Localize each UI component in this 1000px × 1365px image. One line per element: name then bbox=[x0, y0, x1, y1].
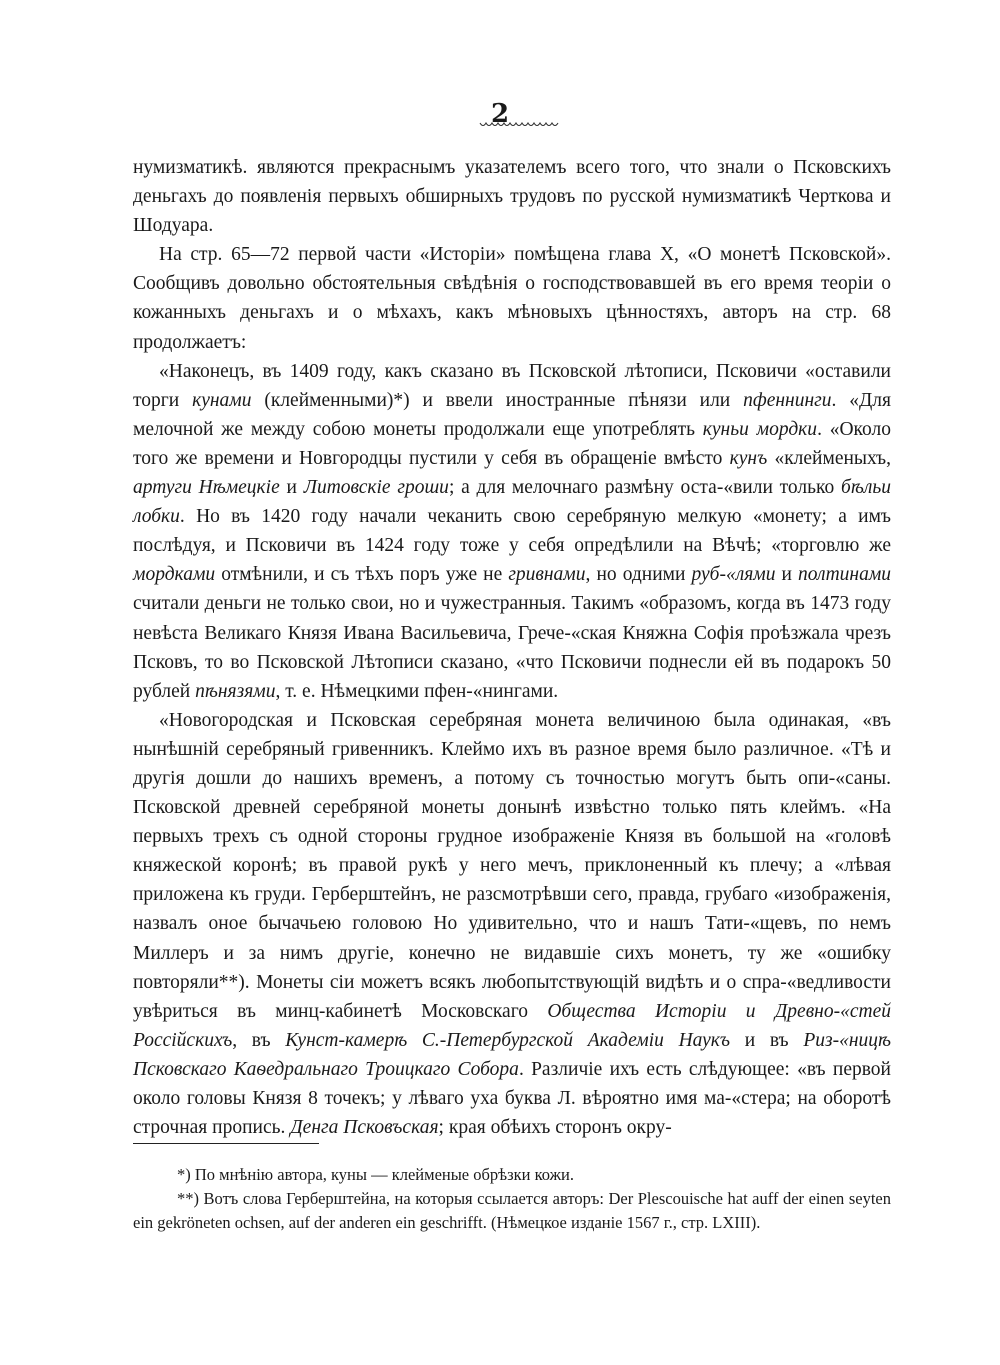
text-run: ; края обѣихъ сторонъ окру- bbox=[438, 1117, 672, 1139]
text-run: ; а для мелочнаго размѣну оста-«вили только bbox=[448, 477, 842, 499]
text-run: , т. е. Нѣмецкими пфен-«нингами. bbox=[275, 680, 559, 702]
text-run: и въ bbox=[730, 1029, 804, 1051]
italic-term: кунъ bbox=[729, 447, 768, 469]
italic-term: Литовскіе гроши bbox=[303, 477, 449, 499]
text-run: . Но въ 1420 году начали чеканить свою серебряную мелкую «монету; а имъ послѣдуя, и Псковичи въ 1424 году тоже у себя опредѣлили на Вѣчѣ; «торговлю же bbox=[133, 506, 891, 557]
footnotes bbox=[133, 1163, 891, 1235]
quoted-paragraph bbox=[133, 706, 891, 1142]
text-run: «Наконецъ, въ 1409 году, какъ сказано въ Псковской лѣтописи, Псковичи «оставили торги bbox=[133, 360, 891, 411]
paragraph bbox=[133, 153, 891, 240]
paragraph bbox=[133, 240, 891, 356]
italic-term: Общества Исторіи и Древно-«стей Россійскихъ bbox=[133, 1000, 891, 1051]
footnote: **) Вотъ слова Герберштейна, на которыя ссылается авторъ: Der Plescouische hat auff der einen seyten ein gekröneten ochsen, auf der anderen ein geschrifft. (Нѣмецкое изданіе 1567 г., стр. LXIII). bbox=[133, 1189, 891, 1232]
text-run: . «Около того же времени и Новгородцы пустили у себя въ обращеніе вмѣсто bbox=[133, 418, 892, 469]
italic-term: полтинами bbox=[798, 564, 892, 586]
italic-term: пѣнязями bbox=[195, 680, 276, 702]
italic-term: руб-«лями bbox=[691, 564, 776, 586]
text-run: и bbox=[775, 564, 799, 586]
text-run: На стр. 65—72 первой части «Исторіи» помѣщена глава X, «О монетѣ Псковской». Сообщивъ довольно обстоятельныя свѣдѣнія о господствовавшей въ его время теоріи о кожанныхъ деньгахъ и о мѣхахъ, какъ мѣновыхъ цѣнностяхъ, авторъ на стр. 68 продолжаетъ: bbox=[133, 244, 891, 353]
italic-term: мордками bbox=[133, 564, 216, 586]
italic-term: гривнами bbox=[508, 564, 586, 586]
body-text bbox=[133, 153, 891, 1142]
italic-term: куньи мордки bbox=[702, 418, 818, 440]
text-run: , въ bbox=[232, 1029, 286, 1051]
italic-term: Кунст-камерѣ С.-Петербургской Академіи Наукъ bbox=[285, 1029, 731, 1051]
text-run: нумизматикѣ. являются прекраснымъ указателемъ всего того, что знали о Псковскихъ деньгахъ до появленія первыхъ обширныхъ трудовъ по русской нумизматикѣ Черткова и Шодуара. bbox=[133, 157, 891, 237]
text-run: и bbox=[279, 477, 304, 499]
italic-term: бѣльи лобки bbox=[133, 477, 891, 528]
italic-term: Риз-«ницѣ Псковскаго Каѳедральнаго Троицкаго Собора bbox=[133, 1029, 892, 1080]
italic-term: Денга Псковъская bbox=[290, 1117, 439, 1139]
text-run: считали деньги не только свои, но и чужестранныя. Такимъ «образомъ, когда въ 1473 году невѣста Великаго Князя Ивана Васильевича, Грече-«ская Княжна Софія проѣзжала чрезъ Псковъ, то во Псковской Лѣтописи сказано, «что Псковичи поднесли ей въ подарокъ 50 рублей bbox=[133, 593, 891, 702]
text-run: отмѣнили, и съ тѣхъ поръ уже не bbox=[215, 564, 509, 586]
text-run: (клейменными)*) и ввели иностранные пѣнязи или bbox=[251, 389, 744, 411]
text-run: «клейменыхъ, bbox=[767, 447, 891, 469]
text-run: . Различіе ихъ есть слѣдующее: «въ первой около головы Князя 8 точекъ; у лѣваго уха буква Л. вѣроятно имя ма-«стера; на оборотѣ строчная пропись. bbox=[133, 1058, 891, 1139]
footnote-rule bbox=[133, 1143, 319, 1144]
page-number: 2 bbox=[490, 99, 510, 129]
quoted-paragraph bbox=[133, 357, 891, 706]
italic-term: кунами bbox=[192, 389, 252, 411]
text-run: . «Для мелочной же между собою монеты продолжали еще употреблять bbox=[133, 389, 891, 440]
page-number-ornament bbox=[478, 118, 560, 132]
text-run: «Новогородская и Псковская серебряная монета величиною была одинакая, «въ нынѣшній серебряный гривенникъ. Клеймо ихъ въ разное время было различное. «Тѣ и другія дошли до нашихъ временъ, а потому съ точностью могутъ быть опи-«саны. Псковской древней серебряной монеты донынѣ извѣстно только пять клеймъ. «На первыхъ трехъ съ одной стороны грудное изображеніе Князя въ большой на «головѣ княжеской коронѣ; въ правой рукѣ у него мечъ, приклоненный къ плечу; а «лѣвая приложена къ груди. Герберштейнъ, не разсмотрѣвши сего, правда, грубаго «изображенія, назвалъ оное бычачьею головою Но удивительно, что и нашъ Тати-«щевъ, по немъ Миллеръ и за нимъ другіе, конечно не видавшіе сихъ монетъ, ту же «ошибку повторяли**). Монеты сіи можетъ всякъ любопытствующій видѣть и о спра-«ведливости увѣриться въ минц-кабинетѣ Московскаго bbox=[133, 709, 891, 1022]
italic-term: пфеннинги bbox=[743, 389, 832, 411]
text-run: , но одними bbox=[585, 564, 692, 586]
footnote: *) По мнѣнію автора, куны — клейменые обрѣзки кожи. bbox=[177, 1165, 574, 1184]
italic-term: артуги Нѣмецкіе bbox=[133, 477, 280, 499]
